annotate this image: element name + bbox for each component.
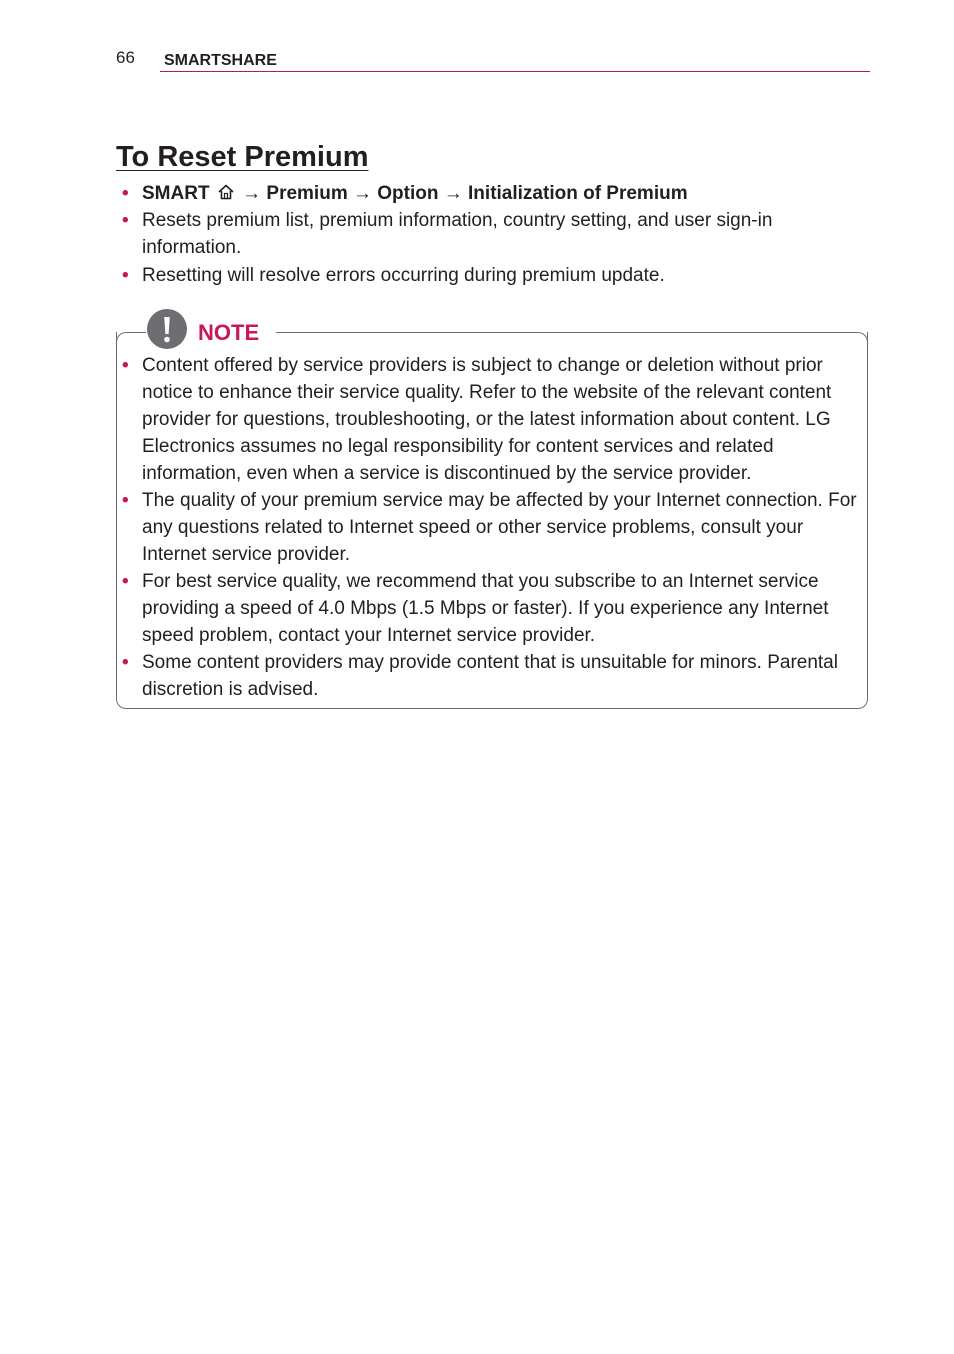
note-item xyxy=(116,352,861,487)
bullet-icon: • xyxy=(122,571,129,592)
bullet-icon: • xyxy=(122,265,129,286)
note-item xyxy=(116,487,861,568)
note-border-top-left xyxy=(116,332,146,344)
note-item xyxy=(116,649,861,703)
page-number: 66 xyxy=(116,48,135,67)
menu-path-rest: → Premium → Option → Initialization of Premium xyxy=(242,183,688,204)
home-icon xyxy=(217,183,235,201)
note-item-text: Content offered by service providers is subject to change or deletion without prior notice to enhance their service quality. Refer to the website of the relevant content provider for questions, troubleshooting, or the latest information about content. LG Electronics assumes no legal responsibility for content services and related information, even when a service is discontinued by the service provider. xyxy=(142,355,832,484)
page-title: To Reset Premium xyxy=(116,141,369,173)
list-item xyxy=(116,207,836,261)
note-item xyxy=(116,568,861,649)
bullet-icon: • xyxy=(122,652,129,673)
bullet-icon: • xyxy=(122,183,129,204)
menu-path-item xyxy=(116,180,836,207)
section-label: SMARTSHARE xyxy=(164,52,277,69)
list-item xyxy=(116,262,836,289)
note-label: NOTE xyxy=(198,320,260,345)
note-item-text: Some content providers may provide content that is unsuitable for minors. Parental discretion is advised. xyxy=(142,652,838,700)
bullet-icon: • xyxy=(122,490,129,511)
bullet-icon: • xyxy=(122,355,129,376)
note-item-text: The quality of your premium service may be affected by your Internet connection. For any questions related to Internet speed or other service problems, consult your Internet service provider. xyxy=(142,490,857,565)
steps-list xyxy=(116,180,836,289)
menu-path-smart: SMART xyxy=(142,183,210,204)
exclamation-icon xyxy=(146,308,188,350)
list-item-text: Resets premium list, premium information, country setting, and user sign-in information. xyxy=(142,210,773,258)
note-item-text: For best service quality, we recommend that you subscribe to an Internet service providing a speed of 4.0 Mbps (1.5 Mbps or faster). If you experience any Internet speed problem, contact your Internet service provider. xyxy=(142,571,829,646)
note-list xyxy=(116,352,861,703)
note-border-top-right xyxy=(276,332,868,344)
bullet-icon: • xyxy=(122,210,129,231)
list-item-text: Resetting will resolve errors occurring during premium update. xyxy=(142,265,665,286)
header-divider xyxy=(160,71,870,72)
